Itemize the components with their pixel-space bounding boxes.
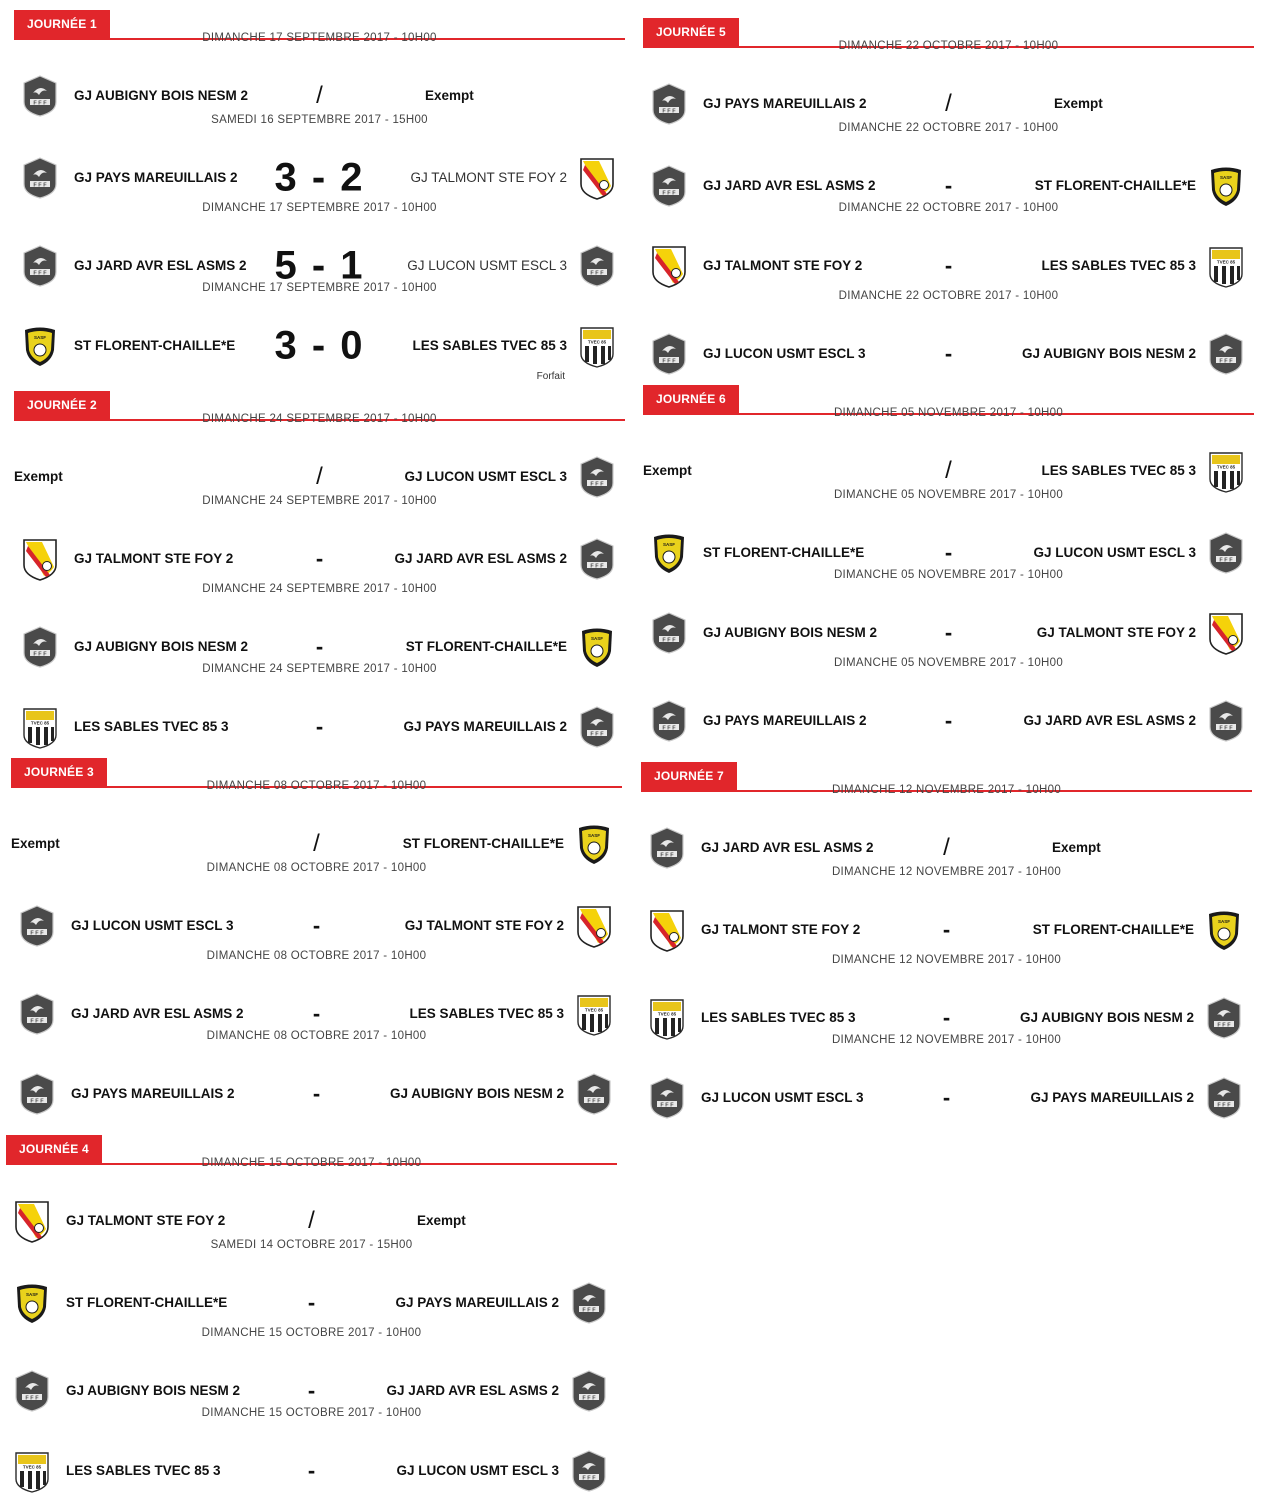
away-team[interactable]: GJ TALMONT STE FOY 2 <box>404 918 564 933</box>
match-date: DIMANCHE 05 NOVEMBRE 2017 - 10H00 <box>833 569 1064 581</box>
home-team[interactable]: GJ LUCON USMT ESCL 3 <box>71 918 234 933</box>
svg-text:F F F: F F F <box>582 1307 596 1314</box>
svg-text:TVEC 85: TVEC 85 <box>1216 464 1236 470</box>
svg-text:SASF: SASF <box>587 833 601 838</box>
svg-text:TVEC 85: TVEC 85 <box>1216 259 1236 265</box>
away-team[interactable]: GJ LUCON USMT ESCL 3 <box>407 258 567 273</box>
svg-text:F F F: F F F <box>1217 1022 1231 1029</box>
fff-logo-icon <box>577 537 617 581</box>
journee-7 <box>641 762 1252 1110</box>
fff-logo-icon <box>569 1281 609 1325</box>
home-team[interactable]: GJ AUBIGNY BOIS NESM 2 <box>74 639 249 654</box>
match-row[interactable] <box>643 657 1254 745</box>
svg-text:F F F: F F F <box>662 637 676 644</box>
match-row[interactable] <box>641 866 1252 954</box>
svg-text:SASF: SASF <box>590 636 604 641</box>
match-date: DIMANCHE 22 OCTOBRE 2017 - 10H00 <box>838 122 1059 134</box>
home-team[interactable]: GJ TALMONT STE FOY 2 <box>66 1213 226 1228</box>
fff-logo-icon <box>20 74 60 118</box>
match-row[interactable] <box>11 1030 622 1118</box>
match-row[interactable] <box>641 1034 1252 1122</box>
sables-logo-icon <box>1206 449 1246 493</box>
match-row[interactable] <box>643 202 1254 290</box>
away-team[interactable]: LES SABLES TVEC 85 3 <box>1041 463 1196 478</box>
fff-logo-icon <box>17 1072 57 1116</box>
journee-5 <box>643 18 1254 366</box>
home-team[interactable]: GJ PAYS MAREUILLAIS 2 <box>71 1086 235 1101</box>
match-date: DIMANCHE 24 SEPTEMBRE 2017 - 10H00 <box>202 413 437 425</box>
home-team[interactable]: Exempt <box>643 463 692 478</box>
match-date: DIMANCHE 17 SEPTEMBRE 2017 - 10H00 <box>202 282 437 294</box>
away-team[interactable]: GJ LUCON USMT ESCL 3 <box>396 1463 559 1478</box>
sables-logo-icon <box>20 705 60 749</box>
talmont-logo-icon <box>577 156 617 200</box>
svg-text:F F F: F F F <box>590 270 604 277</box>
home-team[interactable]: GJ AUBIGNY BOIS NESM 2 <box>74 88 249 103</box>
home-team[interactable]: GJ LUCON USMT ESCL 3 <box>703 346 866 361</box>
svg-text:F F F: F F F <box>33 651 47 658</box>
forfait-note: Forfait <box>536 371 565 382</box>
home-team[interactable]: ST FLORENT-CHAILLE*E <box>703 545 865 560</box>
match-date: DIMANCHE 12 NOVEMBRE 2017 - 10H00 <box>831 954 1062 966</box>
svg-text:F F F: F F F <box>1217 1102 1231 1109</box>
svg-text:F F F: F F F <box>1219 725 1233 732</box>
away-team[interactable]: GJ TALMONT STE FOY 2 <box>410 170 567 185</box>
home-team[interactable]: LES SABLES TVEC 85 3 <box>74 719 229 734</box>
svg-text:SASF: SASF <box>1217 919 1231 924</box>
home-team[interactable]: LES SABLES TVEC 85 3 <box>66 1463 221 1478</box>
home-team[interactable]: GJ JARD AVR ESL ASMS 2 <box>703 178 876 193</box>
away-team[interactable]: GJ LUCON USMT ESCL 3 <box>404 469 567 484</box>
match-separator: - <box>307 1378 316 1403</box>
match-separator: - <box>315 634 324 659</box>
svg-text:TVEC 85: TVEC 85 <box>30 720 50 726</box>
home-team[interactable]: LES SABLES TVEC 85 3 <box>701 1010 856 1025</box>
match-row[interactable] <box>14 282 625 382</box>
away-team[interactable]: ST FLORENT-CHAILLE*E <box>1032 922 1194 937</box>
match-separator: - <box>944 540 953 565</box>
match-date: DIMANCHE 17 SEPTEMBRE 2017 - 10H00 <box>202 202 437 214</box>
match-separator: / <box>943 834 950 861</box>
match-date: DIMANCHE 15 OCTOBRE 2017 - 10H00 <box>201 1327 422 1339</box>
match-row[interactable] <box>14 663 625 751</box>
journee-label: JOURNÉE 7 <box>641 762 737 790</box>
home-team[interactable]: GJ LUCON USMT ESCL 3 <box>701 1090 864 1105</box>
journee-label: JOURNÉE 1 <box>14 10 110 38</box>
svg-text:F F F: F F F <box>33 182 47 189</box>
match-score: 3 - 0 <box>274 323 365 368</box>
talmont-logo-icon <box>574 904 614 948</box>
match-separator: - <box>942 1005 951 1030</box>
talmont-logo-icon <box>12 1199 52 1243</box>
away-team[interactable]: Exempt <box>425 88 474 103</box>
fff-logo-icon <box>20 156 60 200</box>
away-team[interactable]: GJ JARD AVR ESL ASMS 2 <box>394 551 567 566</box>
away-team[interactable]: ST FLORENT-CHAILLE*E <box>1034 178 1196 193</box>
match-date: SAMEDI 14 OCTOBRE 2017 - 15H00 <box>210 1239 413 1251</box>
match-date: DIMANCHE 05 NOVEMBRE 2017 - 10H00 <box>833 407 1064 419</box>
svg-text:F F F: F F F <box>582 1395 596 1402</box>
away-team[interactable]: GJ LUCON USMT ESCL 3 <box>1033 545 1196 560</box>
stflorent-logo-icon <box>20 324 60 368</box>
svg-text:F F F: F F F <box>33 270 47 277</box>
journee-2 <box>14 391 625 739</box>
fff-logo-icon <box>1204 1076 1244 1120</box>
svg-text:F F F: F F F <box>30 1098 44 1105</box>
journee-label: JOURNÉE 2 <box>14 391 110 419</box>
svg-text:F F F: F F F <box>33 100 47 107</box>
match-separator: - <box>307 1458 316 1483</box>
svg-text:F F F: F F F <box>662 108 676 115</box>
match-date: DIMANCHE 05 NOVEMBRE 2017 - 10H00 <box>833 657 1064 669</box>
match-separator: - <box>942 917 951 942</box>
away-team[interactable]: ST FLORENT-CHAILLE*E <box>405 639 567 654</box>
match-date: DIMANCHE 12 NOVEMBRE 2017 - 10H00 <box>831 784 1062 796</box>
fff-logo-icon <box>649 611 689 655</box>
match-separator: / <box>945 457 952 484</box>
match-row[interactable] <box>11 780 622 868</box>
home-team[interactable]: GJ AUBIGNY BOIS NESM 2 <box>66 1383 241 1398</box>
journee-1 <box>14 10 625 382</box>
sables-logo-icon <box>12 1449 52 1493</box>
home-team[interactable]: GJ JARD AVR ESL ASMS 2 <box>74 258 247 273</box>
away-team[interactable]: GJ PAYS MAREUILLAIS 2 <box>395 1295 559 1310</box>
away-team[interactable]: GJ AUBIGNY BOIS NESM 2 <box>1019 1010 1194 1025</box>
svg-text:TVEC 85: TVEC 85 <box>587 339 607 345</box>
match-date: DIMANCHE 15 OCTOBRE 2017 - 10H00 <box>201 1157 422 1169</box>
match-row[interactable] <box>6 1157 617 1245</box>
away-team[interactable]: LES SABLES TVEC 85 3 <box>1041 258 1196 273</box>
svg-text:F F F: F F F <box>587 1098 601 1105</box>
match-separator: - <box>312 1081 321 1106</box>
svg-text:TVEC 85: TVEC 85 <box>657 1011 677 1017</box>
fff-logo-icon <box>17 904 57 948</box>
svg-text:F F F: F F F <box>662 725 676 732</box>
svg-text:F F F: F F F <box>660 1102 674 1109</box>
match-row[interactable] <box>14 495 625 583</box>
match-date: DIMANCHE 22 OCTOBRE 2017 - 10H00 <box>838 40 1059 52</box>
away-team[interactable]: Exempt <box>1054 96 1103 111</box>
match-date: DIMANCHE 17 SEPTEMBRE 2017 - 10H00 <box>202 32 437 44</box>
match-separator: / <box>316 82 323 109</box>
match-date: DIMANCHE 05 NOVEMBRE 2017 - 10H00 <box>833 489 1064 501</box>
fff-logo-icon <box>649 332 689 376</box>
journee-label: JOURNÉE 5 <box>643 18 739 46</box>
journee-label: JOURNÉE 4 <box>6 1135 102 1163</box>
talmont-logo-icon <box>647 908 687 952</box>
fff-logo-icon <box>574 1072 614 1116</box>
svg-text:F F F: F F F <box>582 1475 596 1482</box>
match-row[interactable] <box>14 413 625 501</box>
svg-text:SASF: SASF <box>662 542 676 547</box>
home-team[interactable]: GJ AUBIGNY BOIS NESM 2 <box>703 625 878 640</box>
match-separator: - <box>312 1001 321 1026</box>
fff-logo-icon <box>647 1076 687 1120</box>
home-team[interactable]: Exempt <box>11 836 60 851</box>
talmont-logo-icon <box>649 244 689 288</box>
svg-text:F F F: F F F <box>1219 358 1233 365</box>
svg-text:F F F: F F F <box>590 731 604 738</box>
match-score: 3 - 2 <box>274 155 365 200</box>
fff-logo-icon <box>569 1449 609 1493</box>
match-row[interactable] <box>6 1239 617 1327</box>
match-date: DIMANCHE 08 OCTOBRE 2017 - 10H00 <box>206 950 427 962</box>
journee-3 <box>11 758 622 1106</box>
match-separator: / <box>313 830 320 857</box>
match-score: 5 - 1 <box>274 243 365 288</box>
away-team[interactable]: GJ JARD AVR ESL ASMS 2 <box>1023 713 1196 728</box>
match-separator: - <box>944 173 953 198</box>
away-team[interactable]: GJ PAYS MAREUILLAIS 2 <box>1030 1090 1194 1105</box>
match-date: DIMANCHE 08 OCTOBRE 2017 - 10H00 <box>206 1030 427 1042</box>
svg-text:F F F: F F F <box>662 190 676 197</box>
svg-text:SASF: SASF <box>33 335 47 340</box>
home-team[interactable]: GJ JARD AVR ESL ASMS 2 <box>701 840 874 855</box>
fff-logo-icon <box>577 705 617 749</box>
match-date: DIMANCHE 12 NOVEMBRE 2017 - 10H00 <box>831 1034 1062 1046</box>
journee-6 <box>643 385 1254 733</box>
match-row[interactable] <box>14 114 625 202</box>
fff-logo-icon <box>1206 699 1246 743</box>
svg-text:SASF: SASF <box>1219 175 1233 180</box>
svg-text:SASF: SASF <box>25 1292 39 1297</box>
match-separator: - <box>312 913 321 938</box>
svg-text:F F F: F F F <box>662 358 676 365</box>
match-separator: - <box>944 341 953 366</box>
match-row[interactable] <box>643 569 1254 657</box>
fff-logo-icon <box>649 699 689 743</box>
svg-text:TVEC 85: TVEC 85 <box>584 1007 604 1013</box>
home-team[interactable]: GJ PAYS MAREUILLAIS 2 <box>74 170 238 185</box>
match-row[interactable] <box>641 784 1252 872</box>
svg-text:F F F: F F F <box>590 563 604 570</box>
match-separator: / <box>316 463 323 490</box>
svg-text:F F F: F F F <box>30 1018 44 1025</box>
match-date: DIMANCHE 12 NOVEMBRE 2017 - 10H00 <box>831 866 1062 878</box>
match-separator: - <box>944 620 953 645</box>
match-separator: - <box>307 1290 316 1315</box>
home-team[interactable]: GJ TALMONT STE FOY 2 <box>74 551 234 566</box>
match-date: DIMANCHE 22 OCTOBRE 2017 - 10H00 <box>838 202 1059 214</box>
away-team[interactable]: LES SABLES TVEC 85 3 <box>412 338 567 353</box>
match-date: DIMANCHE 08 OCTOBRE 2017 - 10H00 <box>206 862 427 874</box>
sables-logo-icon <box>577 324 617 368</box>
home-team[interactable]: GJ JARD AVR ESL ASMS 2 <box>71 1006 244 1021</box>
svg-text:F F F: F F F <box>660 852 674 859</box>
match-separator: - <box>944 253 953 278</box>
svg-text:F F F: F F F <box>1219 557 1233 564</box>
away-team[interactable]: Exempt <box>1052 840 1101 855</box>
away-team[interactable]: LES SABLES TVEC 85 3 <box>409 1006 564 1021</box>
away-team[interactable]: GJ AUBIGNY BOIS NESM 2 <box>389 1086 564 1101</box>
away-team[interactable]: ST FLORENT-CHAILLE*E <box>402 836 564 851</box>
match-row[interactable] <box>643 40 1254 128</box>
match-date: DIMANCHE 08 OCTOBRE 2017 - 10H00 <box>206 780 427 792</box>
away-team[interactable]: GJ TALMONT STE FOY 2 <box>1036 625 1196 640</box>
match-separator: - <box>315 714 324 739</box>
match-separator: - <box>944 708 953 733</box>
svg-text:F F F: F F F <box>590 481 604 488</box>
match-date: DIMANCHE 15 OCTOBRE 2017 - 10H00 <box>201 1407 422 1419</box>
svg-text:F F F: F F F <box>30 930 44 937</box>
fff-logo-icon <box>577 455 617 499</box>
match-separator: / <box>308 1207 315 1234</box>
match-date: DIMANCHE 24 SEPTEMBRE 2017 - 10H00 <box>202 663 437 675</box>
match-separator: - <box>315 546 324 571</box>
journee-label: JOURNÉE 6 <box>643 385 739 413</box>
match-separator: - <box>942 1085 951 1110</box>
away-team[interactable]: GJ AUBIGNY BOIS NESM 2 <box>1021 346 1196 361</box>
match-date: SAMEDI 16 SEPTEMBRE 2017 - 15H00 <box>211 114 428 126</box>
home-team[interactable]: GJ PAYS MAREUILLAIS 2 <box>703 96 867 111</box>
svg-text:TVEC 85: TVEC 85 <box>22 1464 42 1470</box>
fff-logo-icon <box>1206 332 1246 376</box>
talmont-logo-icon <box>20 537 60 581</box>
match-row[interactable] <box>11 862 622 950</box>
talmont-logo-icon <box>1206 611 1246 655</box>
match-row[interactable] <box>14 32 625 120</box>
match-row[interactable] <box>643 290 1254 378</box>
match-row[interactable] <box>6 1407 617 1495</box>
match-row[interactable] <box>643 407 1254 495</box>
home-team[interactable]: GJ TALMONT STE FOY 2 <box>701 922 861 937</box>
stflorent-logo-icon <box>12 1281 52 1325</box>
fff-logo-icon <box>649 82 689 126</box>
away-team[interactable]: GJ PAYS MAREUILLAIS 2 <box>403 719 567 734</box>
away-team[interactable]: GJ JARD AVR ESL ASMS 2 <box>386 1383 559 1398</box>
match-separator: / <box>945 90 952 117</box>
home-team[interactable]: ST FLORENT-CHAILLE*E <box>74 338 236 353</box>
journee-label: JOURNÉE 3 <box>11 758 107 786</box>
away-team[interactable]: Exempt <box>417 1213 466 1228</box>
home-team[interactable]: GJ PAYS MAREUILLAIS 2 <box>703 713 867 728</box>
stflorent-logo-icon <box>1204 908 1244 952</box>
match-date: DIMANCHE 22 OCTOBRE 2017 - 10H00 <box>838 290 1059 302</box>
stflorent-logo-icon <box>574 822 614 866</box>
home-team[interactable]: GJ TALMONT STE FOY 2 <box>703 258 863 273</box>
match-date: DIMANCHE 24 SEPTEMBRE 2017 - 10H00 <box>202 495 437 507</box>
sables-logo-icon <box>1206 244 1246 288</box>
home-team[interactable]: Exempt <box>14 469 63 484</box>
svg-text:F F F: F F F <box>25 1395 39 1402</box>
fff-logo-icon <box>647 826 687 870</box>
match-date: DIMANCHE 24 SEPTEMBRE 2017 - 10H00 <box>202 583 437 595</box>
home-team[interactable]: ST FLORENT-CHAILLE*E <box>66 1295 228 1310</box>
journee-4 <box>6 1135 617 1483</box>
